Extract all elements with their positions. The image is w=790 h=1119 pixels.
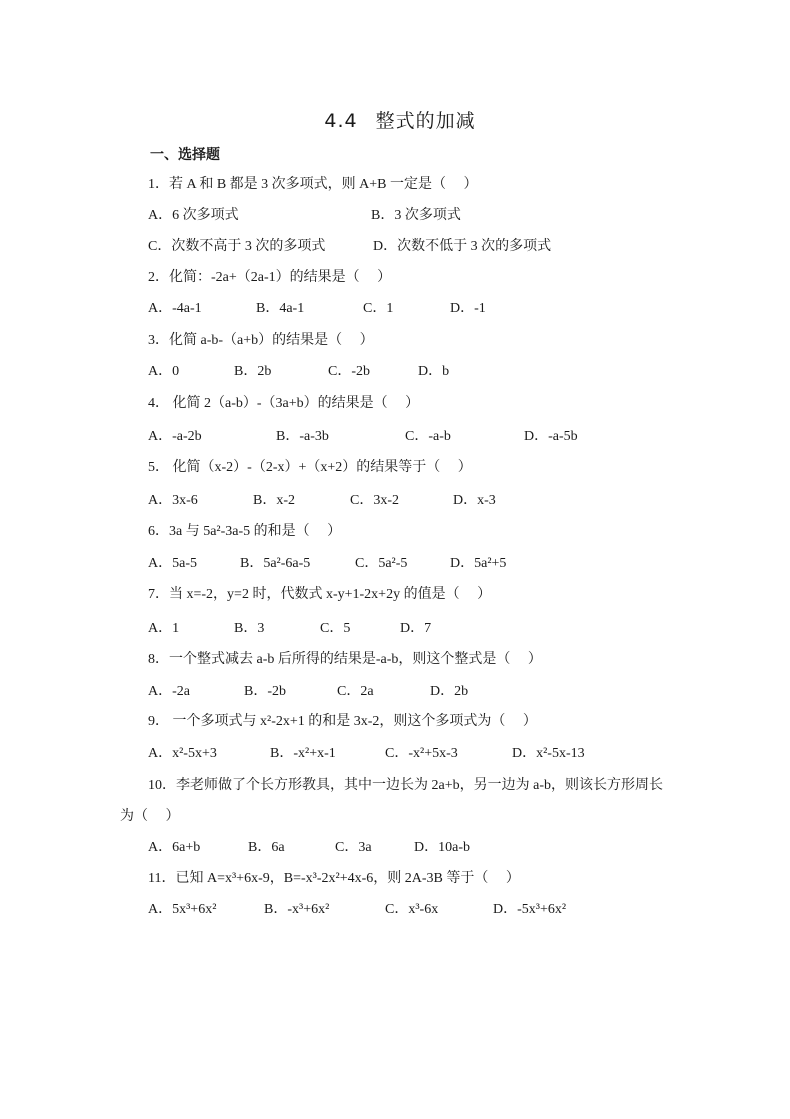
question-1-stem: 1．若 A 和 B 都是 3 次多项式，则 A+B 一定是（ ）: [148, 177, 478, 192]
question-9-option-d: D．x²-5x-13: [512, 746, 585, 761]
question-4-option-b: B．-a-3b: [276, 429, 329, 444]
question-9-option-c: C．-x²+5x-3: [385, 746, 458, 761]
question-9-stem: 9． 一个多项式与 x²-2x+1 的和是 3x-2，则这个多项式为（ ）: [148, 714, 537, 729]
question-7-stem: 7．当 x=-2，y=2 时，代数式 x-y+1-2x+2y 的值是（ ）: [148, 587, 492, 602]
question-3-option-b: B．2b: [234, 364, 272, 379]
question-7-option-a: A．1: [148, 621, 180, 636]
page-title: [0, 106, 790, 133]
question-6-option-a: A．5a-5: [148, 556, 197, 571]
question-10-option-c: C．3a: [335, 840, 372, 855]
question-2-option-d: D．-1: [450, 301, 486, 316]
question-1-option-a: A．6 次多项式: [148, 208, 239, 223]
question-6-option-d: D．5a²+5: [450, 556, 507, 571]
question-8-option-a: A．-2a: [148, 684, 190, 699]
question-5-option-a: A．3x-6: [148, 493, 198, 508]
question-5-option-b: B．x-2: [253, 493, 295, 508]
question-3-option-c: C．-2b: [328, 364, 370, 379]
question-11-option-b: B．-x³+6x²: [264, 902, 330, 917]
section-heading: 一、选择题: [150, 147, 220, 163]
question-9-option-a: A．x²-5x+3: [148, 746, 217, 761]
question-2-option-a: A．-4a-1: [148, 301, 202, 316]
question-11-option-d: D．-5x³+6x²: [493, 902, 567, 917]
question-6-option-c: C．5a²-5: [355, 556, 408, 571]
question-3-option-d: D．b: [418, 364, 450, 379]
question-4-stem: 4． 化简 2（a-b）-（3a+b）的结果是（ ）: [148, 396, 420, 411]
question-10-option-d: D．10a-b: [414, 840, 470, 855]
question-6-option-b: B．5a²-6a-5: [240, 556, 311, 571]
question-8-stem: 8．一个整式减去 a-b 后所得的结果是-a-b，则这个整式是（ ）: [148, 652, 542, 667]
question-11-option-a: A．5x³+6x²: [148, 902, 217, 917]
question-9-option-b: B．-x²+x-1: [270, 746, 336, 761]
question-1-option-c: C．次数不高于 3 次的多项式: [148, 239, 326, 254]
question-11-stem: 11．已知 A=x³+6x-9，B=-x³-2x²+4x-6，则 2A-3B 等于（ ）: [148, 871, 520, 886]
question-5-stem: 5． 化简（x-2）-（2-x）+（x+2）的结果等于（ ）: [148, 460, 472, 475]
question-4-option-d: D．-a-5b: [524, 429, 578, 444]
question-10-stem: 10．李老师做了个长方形教具，其中一边长为 2a+b，另一边为 a-b，则该长方形周长: [148, 778, 663, 793]
question-2-option-b: B．4a-1: [256, 301, 305, 316]
question-2-stem: 2．化简：-2a+（2a-1）的结果是（ ）: [148, 270, 392, 285]
question-3-option-a: A．0: [148, 364, 180, 379]
question-7-option-b: B．3: [234, 621, 265, 636]
question-8-option-c: C．2a: [337, 684, 374, 699]
question-1-option-d: D．次数不低于 3 次的多项式: [373, 239, 552, 254]
question-3-stem: 3．化简 a-b-（a+b）的结果是（ ）: [148, 333, 374, 348]
question-2-option-c: C．1: [363, 301, 394, 316]
question-8-option-d: D．2b: [430, 684, 469, 699]
question-6-stem: 6．3a 与 5a²-3a-5 的和是（ ）: [148, 524, 342, 539]
question-7-option-c: C．5: [320, 621, 351, 636]
question-8-option-b: B．-2b: [244, 684, 286, 699]
question-11-option-c: C．x³-6x: [385, 902, 439, 917]
question-10-option-b: B．6a: [248, 840, 285, 855]
question-10-stem-continued: 为（ ）: [120, 809, 180, 824]
question-5-option-d: D．x-3: [453, 493, 496, 508]
question-10-option-a: A．6a+b: [148, 840, 201, 855]
question-7-option-d: D．7: [400, 621, 432, 636]
title-number: 4.4: [324, 110, 358, 132]
question-4-option-a: A．-a-2b: [148, 429, 202, 444]
question-1-option-b: B．3 次多项式: [371, 208, 461, 223]
question-5-option-c: C．3x-2: [350, 493, 399, 508]
question-4-option-c: C．-a-b: [405, 429, 451, 444]
title-text: 整式的加减: [375, 110, 476, 132]
